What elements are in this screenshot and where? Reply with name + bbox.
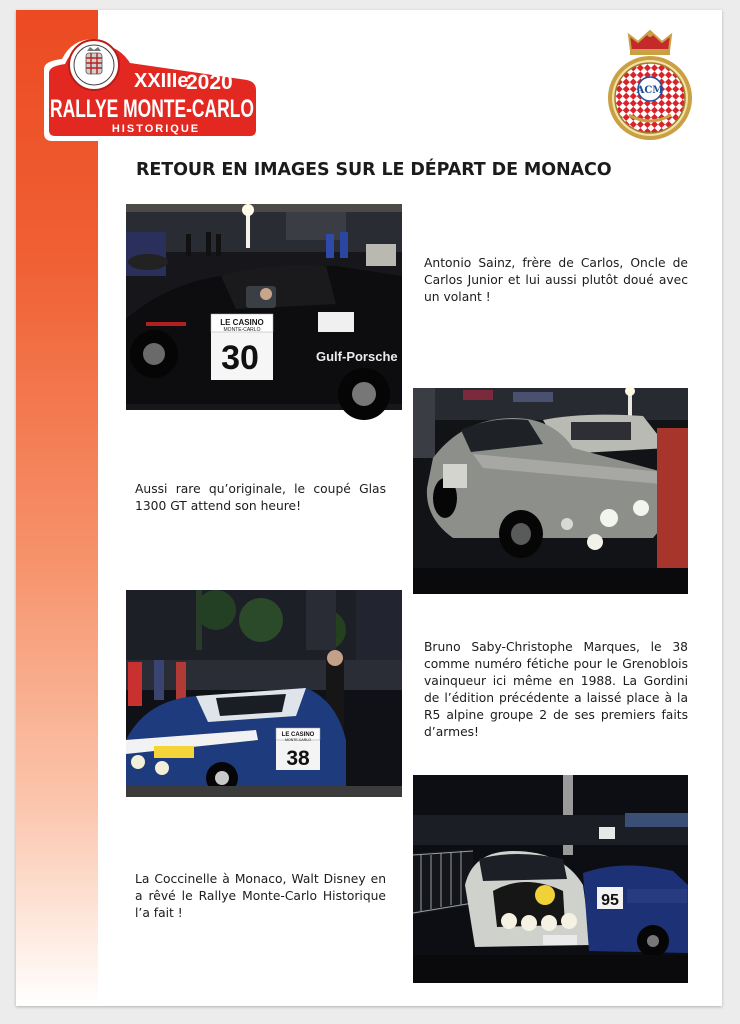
caption-coccinelle (135, 871, 386, 922)
logo-year: 2020 (186, 71, 233, 94)
photo4-number: 95 (601, 892, 619, 909)
acm-crest-icon (605, 29, 695, 144)
caption-antonio-sainz (424, 255, 688, 306)
photo1-number: 30 (221, 339, 259, 377)
photo-porsche-30 (126, 204, 402, 410)
caption-text: Aussi rare qu’originale, le coupé Glas 1300 GT attend son heure! (135, 482, 386, 513)
photo1-plate-sub: MONTE-CARLO (223, 327, 261, 333)
crest-monogram: ACM (636, 85, 664, 96)
caption-bruno-saby (424, 639, 688, 740)
photo-coccinelle (413, 775, 688, 983)
orange-gradient-stripe (16, 10, 98, 1006)
photo3-plate-top: LE CASINO (281, 732, 315, 738)
caption-text: La Coccinelle à Monaco, Walt Disney en a rêvé le Rallye Monte-Carlo Historique l’a fait ! (135, 872, 386, 920)
photo-glas-1300-gt (413, 388, 688, 594)
caption-text: Bruno Saby-Christophe Marques, le 38 comme numéro fétiche pour le Grenoblois vainqueur ici même en 1988. La Gordini de l’édition précédente a laissé place à la R5 alpine groupe 2 de ses premiers faits d’armes! (424, 640, 688, 739)
photo3-plate-sub: MONTE-CARLO (285, 738, 311, 742)
rallye-monte-carlo-logo (36, 29, 263, 145)
photo1-plate-top: LE CASINO (220, 318, 264, 327)
photo-r5-alpine-38 (126, 590, 402, 797)
logo-subtitle: HISTORIQUE (111, 123, 201, 135)
logo-name: RALLYE MONTE-CARLO (50, 95, 254, 123)
photo3-number: 38 (286, 747, 310, 770)
logo-edition: XXIIIe (134, 70, 189, 92)
caption-text: Antonio Sainz, frère de Carlos, Oncle de Carlos Junior et lui aussi plutôt doué avec un volant ! (424, 256, 688, 304)
page-title: RETOUR EN IMAGES SUR LE DÉPART DE MONACO (136, 160, 612, 180)
photo1-sponsor: Gulf-Porsche (316, 349, 398, 364)
caption-glas-1300-gt (135, 481, 386, 515)
document-page (16, 10, 722, 1006)
